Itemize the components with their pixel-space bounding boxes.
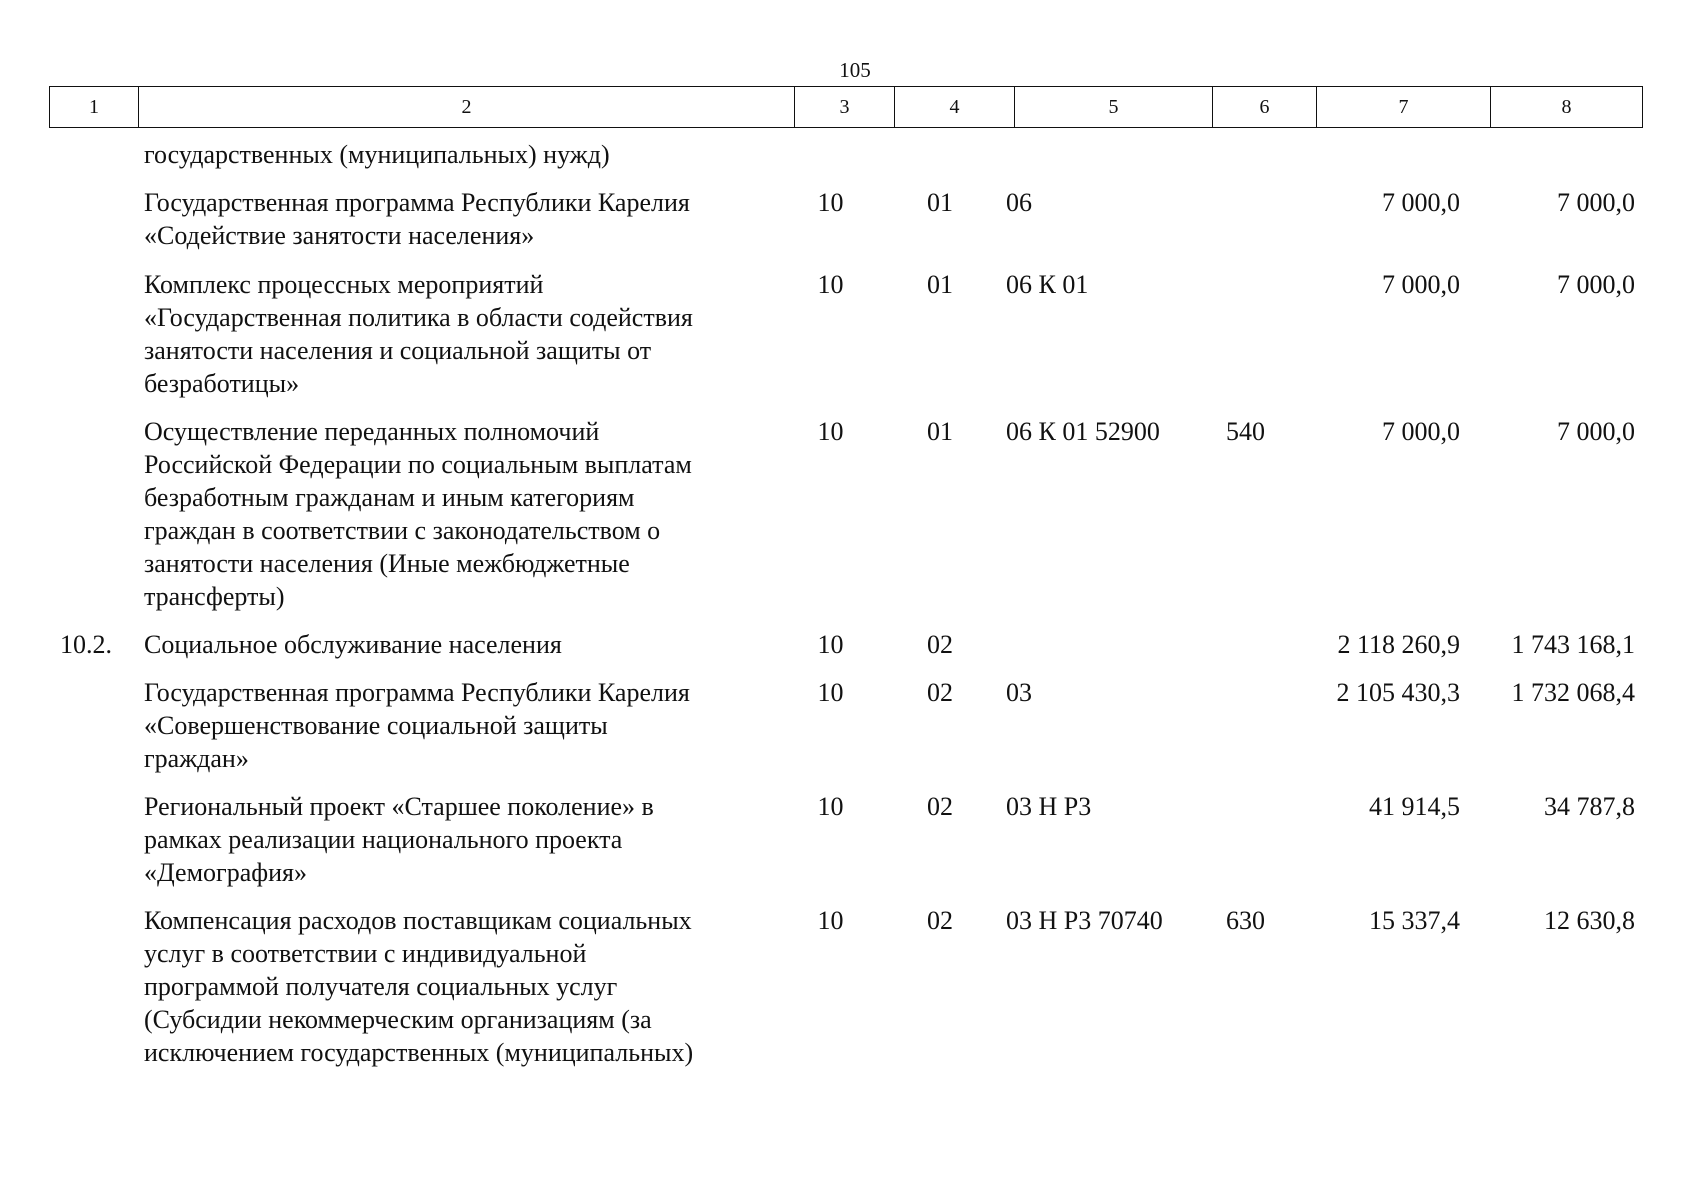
item-name: [144, 415, 774, 613]
row-number: 10.2.: [60, 630, 112, 659]
item-name: [144, 138, 774, 171]
header-col-5: 5: [1014, 87, 1212, 127]
header-col-2: 2: [138, 87, 794, 127]
amount-year-1: 41 914,5: [1369, 792, 1460, 821]
item-name: [144, 268, 774, 400]
item-name-line: Региональный проект «Старшее поколение» в: [144, 792, 654, 821]
section-code: 10: [817, 270, 844, 299]
item-name-line: «Демография»: [144, 858, 307, 887]
header-col-7: 7: [1316, 87, 1490, 127]
item-name-line: Компенсация расходов поставщикам социальных: [144, 906, 692, 935]
subsection-code: 01: [927, 270, 953, 299]
target-article-code: 03: [1006, 678, 1032, 707]
item-name: [144, 628, 774, 661]
section-code: 10: [817, 906, 844, 935]
item-name-line: Государственная программа Республики Карелия: [144, 188, 690, 217]
amount-year-1: 7 000,0: [1382, 270, 1460, 299]
section-code: 10: [817, 630, 844, 659]
target-article-code: 03 Н Р3: [1006, 792, 1092, 821]
amount-year-1: 7 000,0: [1382, 188, 1460, 217]
subsection-code: 02: [927, 630, 953, 659]
amount-year-1: 15 337,4: [1369, 906, 1460, 935]
header-col-8: 8: [1490, 87, 1642, 127]
item-name-line: занятости населения (Иные межбюджетные: [144, 549, 630, 578]
section-code: 10: [817, 792, 844, 821]
amount-year-1: 2 118 260,9: [1337, 630, 1460, 659]
item-name-line: Социальное обслуживание населения: [144, 630, 562, 659]
header-col-3: 3: [794, 87, 894, 127]
item-name-line: (Субсидии некоммерческим организациям (за: [144, 1005, 652, 1034]
amount-year-2: 1 743 168,1: [1511, 630, 1635, 659]
expense-type-code: 630: [1226, 906, 1265, 935]
item-name-line: граждан в соответствии с законодательством о: [144, 516, 661, 545]
subsection-code: 01: [927, 417, 953, 446]
table-header: [49, 86, 1643, 128]
amount-year-1: 2 105 430,3: [1336, 678, 1460, 707]
amount-year-2: 7 000,0: [1557, 188, 1635, 217]
item-name-line: Осуществление переданных полномочий: [144, 417, 600, 446]
subsection-code: 02: [927, 678, 953, 707]
item-name-line: безработицы»: [144, 369, 300, 398]
item-name: [144, 186, 774, 252]
header-col-4: 4: [894, 87, 1014, 127]
amount-year-2: 7 000,0: [1557, 270, 1635, 299]
amount-year-2: 12 630,8: [1544, 906, 1635, 935]
item-name-line: граждан»: [144, 744, 249, 773]
amount-year-2: 1 732 068,4: [1511, 678, 1635, 707]
item-name-line: занятости населения и социальной защиты от: [144, 336, 652, 365]
page-number: 105: [839, 58, 871, 82]
target-article-code: 06 К 01: [1006, 270, 1089, 299]
item-name: [144, 676, 774, 775]
item-name-line: Комплекс процессных мероприятий: [144, 270, 544, 299]
item-name-line: рамках реализации национального проекта: [144, 825, 623, 854]
item-name-line: государственных (муниципальных) нужд): [144, 140, 610, 169]
item-name-line: исключением государственных (муниципальных): [144, 1038, 694, 1067]
item-name-line: «Содействие занятости населения»: [144, 221, 535, 250]
expense-type-code: 540: [1226, 417, 1265, 446]
item-name: [144, 904, 774, 1069]
amount-year-2: 34 787,8: [1544, 792, 1635, 821]
section-code: 10: [817, 678, 844, 707]
item-name-line: «Государственная политика в области содействия: [144, 303, 693, 332]
amount-year-1: 7 000,0: [1382, 417, 1460, 446]
item-name-line: трансферты): [144, 582, 285, 611]
subsection-code: 02: [927, 792, 953, 821]
section-code: 10: [817, 188, 844, 217]
section-code: 10: [817, 417, 844, 446]
item-name-line: «Совершенствование социальной защиты: [144, 711, 608, 740]
item-name-line: программой получателя социальных услуг: [144, 972, 618, 1001]
item-name-line: безработным гражданам и иным категориям: [144, 483, 635, 512]
amount-year-2: 7 000,0: [1557, 417, 1635, 446]
item-name-line: Государственная программа Республики Карелия: [144, 678, 690, 707]
target-article-code: 06: [1006, 188, 1032, 217]
item-name: [144, 790, 774, 889]
item-name-line: услуг в соответствии с индивидуальной: [144, 939, 587, 968]
target-article-code: 06 К 01 52900: [1006, 417, 1160, 446]
header-col-1: 1: [89, 95, 99, 118]
subsection-code: 01: [927, 188, 953, 217]
target-article-code: 03 Н Р3 70740: [1006, 906, 1163, 935]
subsection-code: 02: [927, 906, 953, 935]
item-name-line: Российской Федерации по социальным выплатам: [144, 450, 692, 479]
header-col-6: 6: [1212, 87, 1316, 127]
